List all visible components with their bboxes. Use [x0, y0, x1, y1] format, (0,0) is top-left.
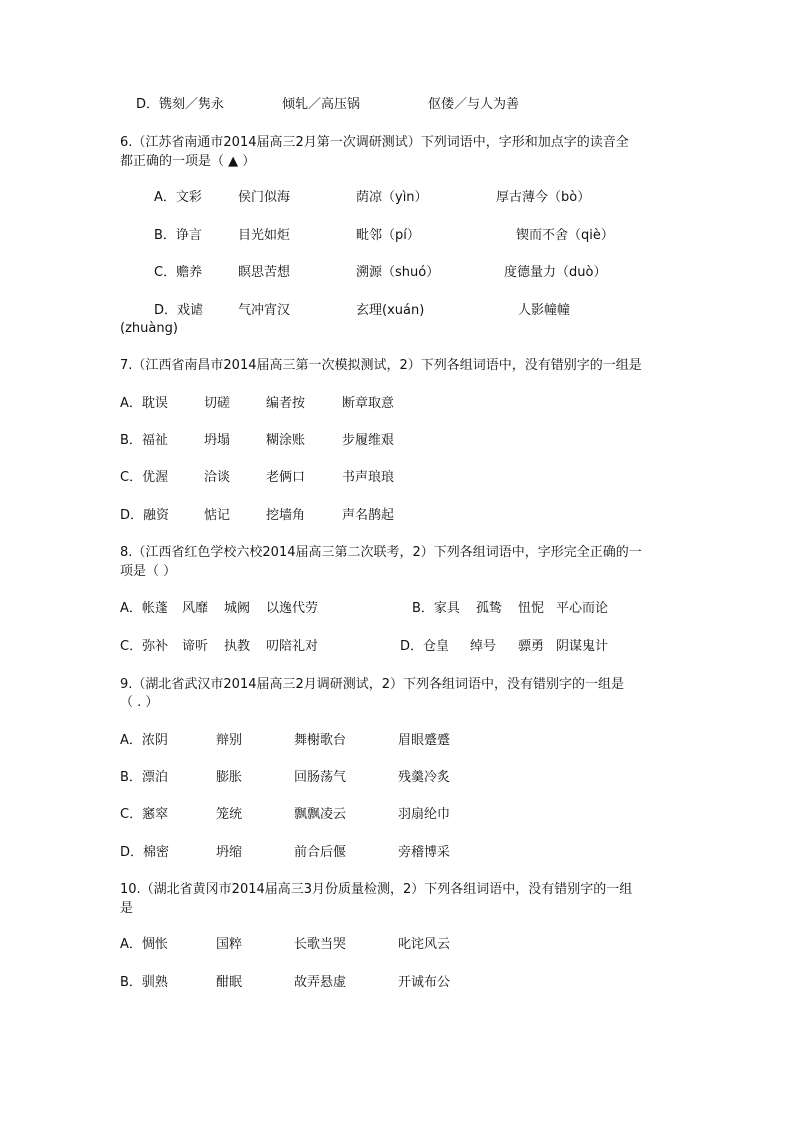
q7-c-2: 洽谈 [204, 470, 231, 485]
q10-a-2: 国粹 [216, 937, 243, 952]
q7-b-3: 糊涂账 [266, 433, 306, 448]
q8-c-3: 执教 [224, 639, 251, 654]
q6-b-3: 毗邻（pí） [356, 228, 420, 243]
q9-a-2: 辩别 [216, 733, 243, 748]
q6-b-2: 目光如炬 [238, 228, 291, 243]
q6-b-1: B．诤言 [154, 228, 202, 243]
q5-d-pair2: 倾轧／高压锅 [282, 97, 361, 112]
q9-a-1: A．浓阴 [120, 733, 168, 748]
q9-d-4: 旁稽博采 [398, 845, 451, 860]
q8-a-4: 以逸代劳 [266, 601, 319, 616]
q6-a-2: 侯门似海 [238, 190, 291, 205]
q7-stem: 7.（江西省南昌市2014届高三第一次模拟测试，2）下列各组词语中，没有错别字的一组是 [120, 358, 642, 373]
q8-b-4: 平心而论 [556, 601, 609, 616]
q6-b-4: 锲而不舍（qiè） [516, 228, 614, 243]
q8-a-1: A．帐蓬 [120, 601, 168, 616]
q6-c-4: 度德量力（duò） [504, 265, 607, 280]
q8-b-3: 忸怩 [518, 601, 545, 616]
q9-a-4: 眉眼蹙蹙 [398, 733, 451, 748]
q6-c-3: 溯源（shuó） [356, 265, 440, 280]
q5-d-pair1: D．镌刻／隽永 [136, 97, 225, 112]
q9-c-1: C．窸窣 [120, 807, 169, 822]
q10-b-3: 故弄悬虚 [294, 975, 347, 990]
q8-stem-line1: 8.（江西省红色学校六校2014届高三第二次联考，2）下列各组词语中，字形完全正确的一 [120, 545, 642, 560]
q8-d-3: 骠勇 [518, 639, 545, 654]
q7-b-4: 步履维艰 [342, 433, 395, 448]
q9-b-3: 回肠荡气 [294, 770, 347, 785]
q7-b-1: B．福祉 [120, 433, 168, 448]
q6-a-4: 厚古薄今（bò） [496, 190, 591, 205]
q7-d-3: 挖墙角 [266, 508, 306, 523]
q9-c-2: 笼统 [216, 807, 243, 822]
q8-c-2: 谛听 [182, 639, 209, 654]
q6-d-4: 人影幢幢 [518, 303, 571, 318]
q10-stem-line1: 10.（湖北省黄冈市2014届高三3月份质量检测，2）下列各组词语中，没有错别字的一组 [120, 882, 633, 897]
q7-c-3: 老俩口 [266, 470, 306, 485]
q8-c-1: C．弥补 [120, 639, 169, 654]
q10-a-4: 叱诧风云 [398, 937, 451, 952]
q7-d-2: 惦记 [204, 508, 231, 523]
q6-stem-line2: 都正确的一项是（ ▲ ） [120, 154, 256, 169]
q7-a-4: 断章取意 [342, 396, 395, 411]
q8-a-2: 风靡 [182, 601, 209, 616]
q7-d-4: 声名鹊起 [342, 508, 395, 523]
q7-a-2: 切磋 [204, 396, 231, 411]
q8-d-2: 绰号 [470, 639, 497, 654]
q6-d-2: 气冲宵汉 [238, 303, 291, 318]
q6-c-2: 瞑思苦想 [238, 265, 291, 280]
q9-stem-line2: （ . ） [120, 695, 159, 710]
q9-c-3: 飘飘凌云 [294, 807, 347, 822]
q10-a-3: 长歌当哭 [294, 937, 347, 952]
q9-b-1: B．漂泊 [120, 770, 168, 785]
q9-b-4: 残羹冷炙 [398, 770, 451, 785]
q10-b-2: 酣眠 [216, 975, 243, 990]
q10-stem-line2: 是 [120, 901, 134, 916]
q9-c-4: 羽扇纶巾 [398, 807, 451, 822]
q7-b-2: 坍塌 [204, 433, 231, 448]
q5-d-pair3: 伛偻／与人为善 [428, 97, 520, 112]
q9-a-3: 舞榭歌台 [294, 733, 347, 748]
q9-d-3: 前合后偃 [294, 845, 347, 860]
q9-d-1: D．棉密 [120, 845, 170, 860]
q9-d-2: 坍缩 [216, 845, 243, 860]
q8-c-4: 叨陪礼对 [266, 639, 319, 654]
q8-a-3: 城阙 [224, 601, 251, 616]
q7-a-3: 编者按 [266, 396, 306, 411]
q8-stem-line2: 项是（ ） [120, 564, 177, 579]
q6-d-pinyin: (zhuàng) [120, 321, 178, 336]
q10-b-4: 开诚布公 [398, 975, 451, 990]
q6-a-1: A．文彩 [154, 190, 202, 205]
q8-b-2: 孤鸷 [476, 601, 503, 616]
q6-stem-line1: 6.（江苏省南通市2014届高三2月第一次调研测试）下列词语中，字形和加点字的读音全 [120, 135, 629, 150]
q8-d-4: 阴谋鬼计 [556, 639, 609, 654]
q7-a-1: A．耽误 [120, 396, 168, 411]
q10-a-1: A．惆怅 [120, 937, 168, 952]
q7-c-4: 书声琅琅 [342, 470, 395, 485]
q6-c-1: C．赡养 [154, 265, 203, 280]
q6-d-3: 玄理(xuán) [356, 303, 425, 318]
q8-b-1: B．家具 [412, 601, 460, 616]
q7-c-1: C．优渥 [120, 470, 169, 485]
q6-d-1: D．戏谑 [154, 303, 204, 318]
q6-a-3: 荫凉（yìn） [356, 190, 428, 205]
q7-d-1: D．融资 [120, 508, 170, 523]
q9-stem-line1: 9.（湖北省武汉市2014届高三2月调研测试，2）下列各组词语中，没有错别字的一组是 [120, 677, 625, 692]
q10-b-1: B．驯熟 [120, 975, 168, 990]
q9-b-2: 膨胀 [216, 770, 243, 785]
q8-d-1: D．仓皇 [400, 639, 450, 654]
